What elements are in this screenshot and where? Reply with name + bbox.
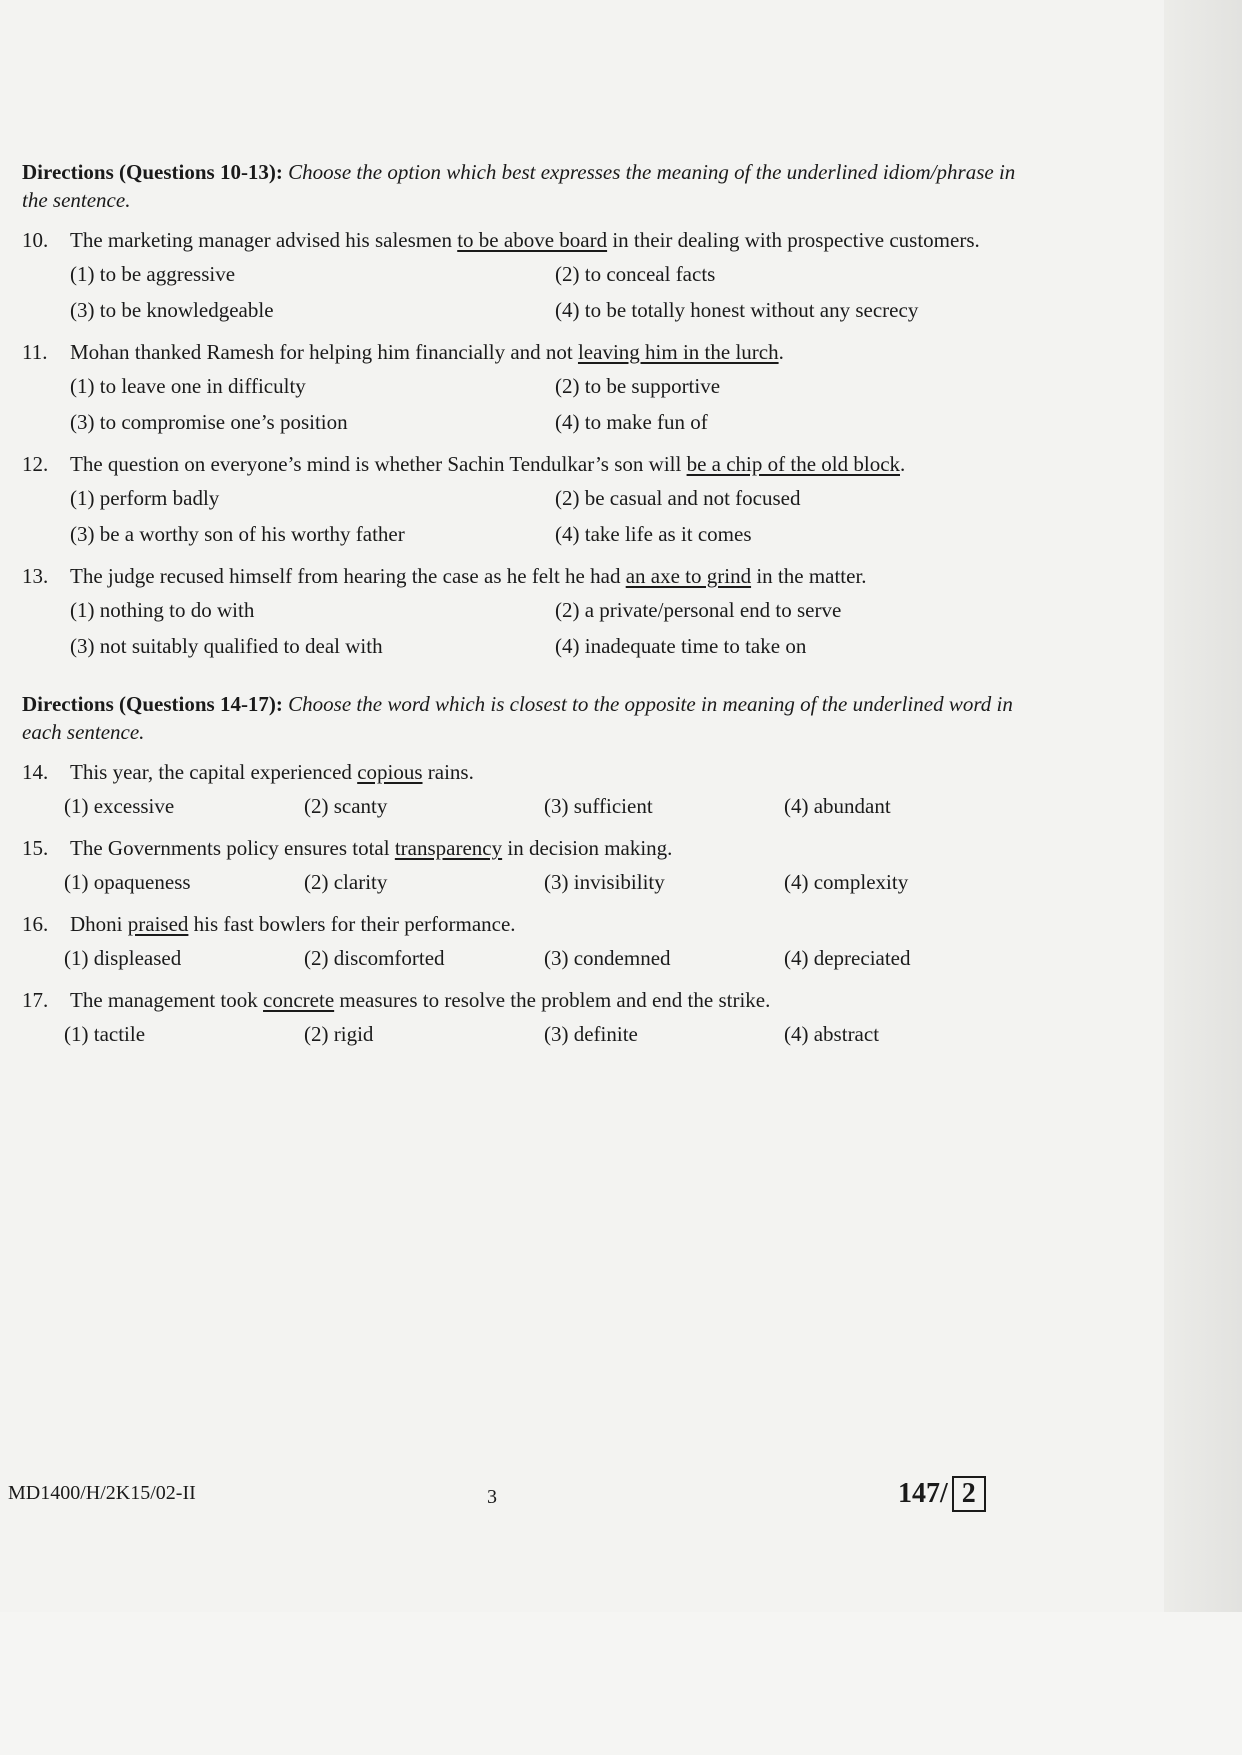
option-2: (2) scanty [304,794,388,818]
question-text: The Governments policy ensures total transparency in decision making. [70,836,673,860]
options [64,1020,1042,1048]
directions-10-13 [22,158,1042,214]
question-text: Dhoni praised his fast bowlers for their performance. [70,912,516,936]
option-2: (2) to conceal facts [555,262,716,286]
option-2: (2) to be supportive [555,374,721,398]
option-3: (3) definite [544,1022,638,1046]
question-14 [22,758,1042,820]
underlined-phrase: an axe to grind [625,564,752,588]
option-4: (4) abstract [784,1022,880,1046]
question-17 [22,986,1042,1048]
question-number: 10. [22,228,49,252]
option-4: (4) complexity [784,870,909,894]
option-2: (2) be casual and not focused [555,486,801,510]
underlined-phrase: leaving him in the lurch [577,340,779,364]
directions-label: Directions (Questions 10-13): [22,160,283,184]
underlined-word: transparency [394,836,503,860]
page-footer [0,1478,1242,1522]
options [70,596,1042,660]
underlined-phrase: to be above board [457,228,608,252]
option-2: (2) clarity [304,870,388,894]
option-3: (3) condemned [544,946,671,970]
option-4: (4) to be totally honest without any secrecy [555,298,919,322]
question-number: 16. [22,912,49,936]
options [64,868,1042,896]
options [64,944,1042,972]
option-1: (1) tactile [64,1022,146,1046]
option-4: (4) abundant [784,794,891,818]
question-12 [22,450,1042,548]
question-text: The management took concrete measures to resolve the problem and end the strike. [70,988,771,1012]
question-13 [22,562,1042,660]
question-text: This year, the capital experienced copious rains. [70,760,474,784]
directions-label: Directions (Questions 14-17): [22,692,283,716]
option-1: (1) opaqueness [64,870,191,894]
directions-text: Choose the option which best expresses the meaning of the underlined idiom/phrase in the sentence. [22,160,1016,212]
option-3: (3) to compromise one’s position [70,410,348,434]
question-number: 14. [22,760,49,784]
underlined-word: praised [127,912,189,936]
option-2: (2) a private/personal end to serve [555,598,842,622]
question-number: 12. [22,452,49,476]
option-2: (2) discomforted [304,946,445,970]
option-2: (2) rigid [304,1022,374,1046]
question-11 [22,338,1042,436]
option-1: (1) excessive [64,794,175,818]
option-3: (3) not suitably qualified to deal with [70,634,383,658]
options [70,372,1042,436]
scan-margin [0,1612,1242,1755]
option-4: (4) take life as it comes [555,522,752,546]
underlined-word: copious [357,760,423,784]
set-box: 2 [952,1476,986,1512]
directions-14-17 [22,690,1042,746]
option-4: (4) depreciated [784,946,911,970]
paper-code: MD1400/H/2K15/02-II [8,1482,196,1504]
question-15 [22,834,1042,896]
question-text: The judge recused himself from hearing the case as he felt he had an axe to grind in the matter. [70,564,867,588]
option-3: (3) be a worthy son of his worthy father [70,522,405,546]
option-3: (3) sufficient [544,794,653,818]
page-number: 3 [487,1486,497,1508]
underlined-phrase: be a chip of the old block [686,452,901,476]
question-text: The marketing manager advised his salesmen to be above board in their dealing with prospective customers. [70,228,980,252]
option-1: (1) to leave one in difficulty [70,374,306,398]
question-text: Mohan thanked Ramesh for helping him financially and not leaving him in the lurch. [70,340,784,364]
option-3: (3) invisibility [544,870,665,894]
question-16 [22,910,1042,972]
option-4: (4) inadequate time to take on [555,634,807,658]
question-number: 17. [22,988,49,1012]
option-3: (3) to be knowledgeable [70,298,274,322]
option-1: (1) nothing to do with [70,598,255,622]
option-1: (1) perform badly [70,486,220,510]
underlined-word: concrete [263,988,335,1012]
options [70,484,1042,548]
option-1: (1) displeased [64,946,182,970]
option-4: (4) to make fun of [555,410,708,434]
question-content [22,158,1042,1062]
question-number: 15. [22,836,49,860]
option-1: (1) to be aggressive [70,262,236,286]
options [70,260,1042,324]
question-number: 11. [22,340,48,364]
options [64,792,1042,820]
directions-text: Choose the word which is closest to the opposite in meaning of the underlined word in each sentence. [22,692,1013,744]
question-10 [22,226,1042,324]
question-number: 13. [22,564,49,588]
set-number: 147/ 2 [898,1476,986,1512]
paper-edge [1164,0,1242,1620]
question-text: The question on everyone’s mind is whether Sachin Tendulkar’s son will be a chip of the old block. [70,452,906,476]
